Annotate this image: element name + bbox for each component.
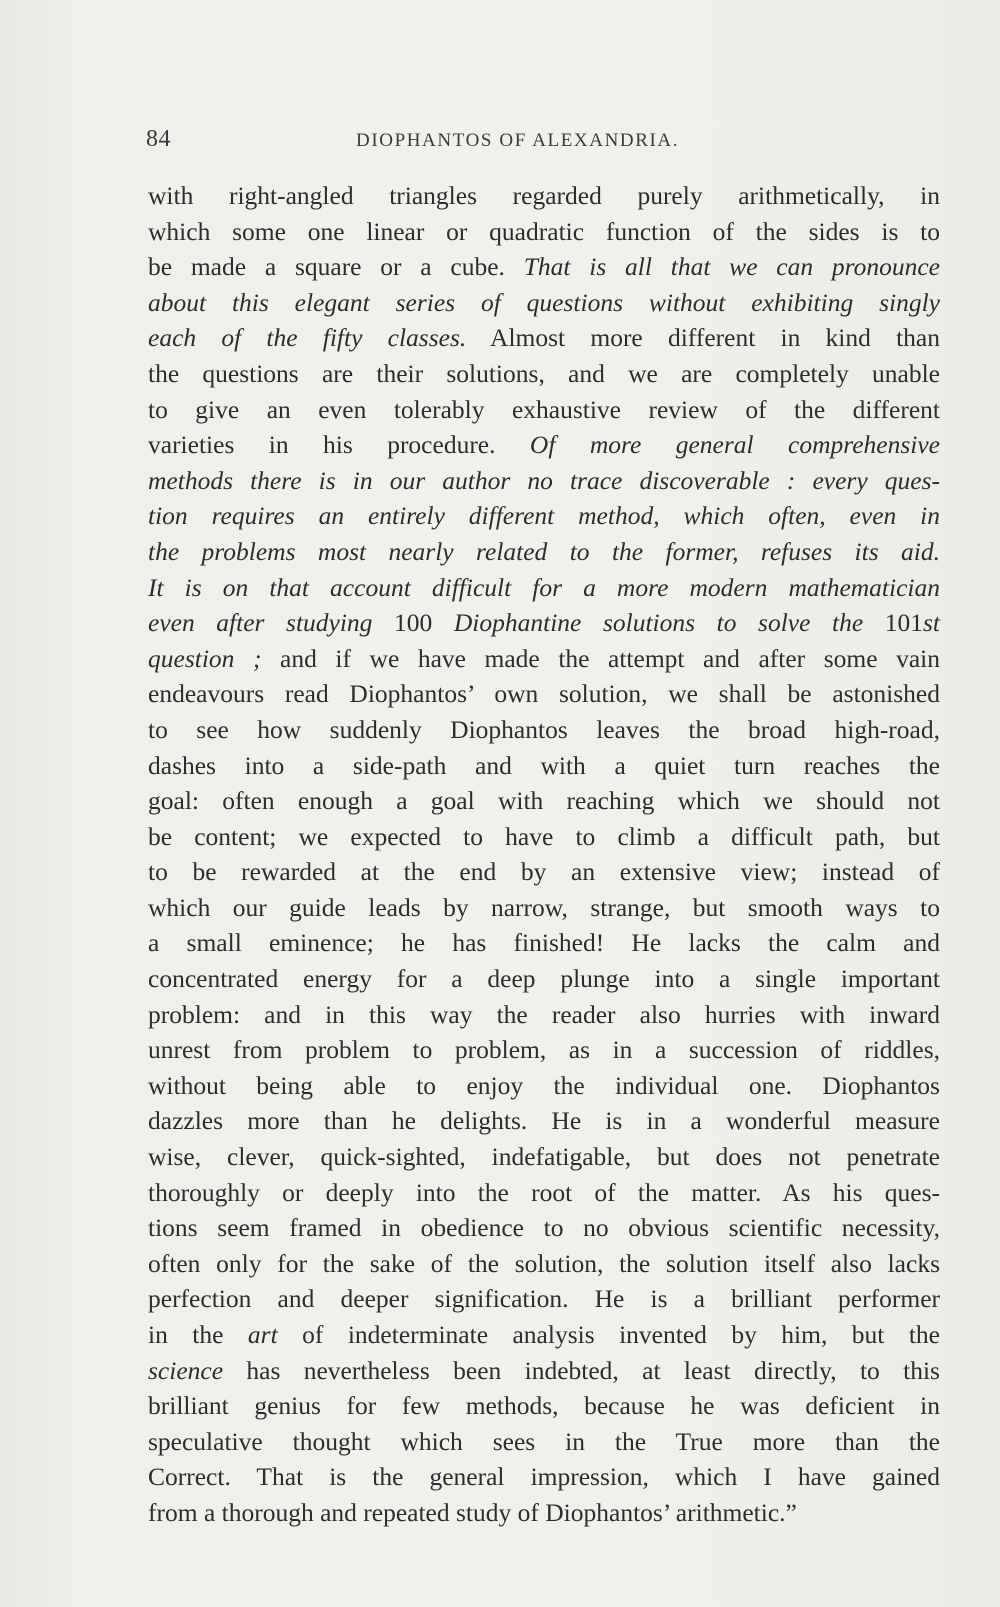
text-run: to give an even tolerably exhaustive review of the different [148,394,940,424]
italic-text-run: the problems most nearly related to the former, refuses its aid. [148,536,940,566]
text-run: concentrated energy for a deep plunge into a single important [148,964,940,994]
body-text [148,178,940,1531]
text-run: thoroughly or deeply into the root of the matter. As his ques- [148,1177,940,1207]
text-run: goal: often enough a goal with reaching which we should not [148,786,940,816]
text-line [148,605,940,641]
text-line [148,498,940,534]
text-line [148,214,940,250]
text-line [148,1246,940,1282]
text-run: Correct. That is the general impression, which I have gained [148,1462,940,1492]
text-run: dazzles more than he delights. He is in a wonderful measure [148,1106,940,1136]
text-line [148,320,940,356]
italic-text-run: st [923,608,941,638]
text-line [148,1459,940,1495]
text-run: tions seem framed in obedience to no obvious scientific necessity, [148,1213,940,1243]
text-line [148,1210,940,1246]
text-line [148,1495,940,1531]
text-run: often only for the sake of the solution, the solution itself also lacks [148,1248,940,1278]
italic-text-run: each of the fifty classes. [148,323,467,353]
text-line [148,1068,940,1104]
text-line [148,392,940,428]
text-run: Almost more different in kind than [466,323,940,353]
text-run: 100 [394,608,454,638]
text-run: in the [148,1320,248,1349]
text-run: dashes into a side-path and with a quiet turn reaches the [148,750,940,780]
italic-text-run: question ; [148,643,262,673]
text-line [148,1317,940,1353]
text-line [148,1103,940,1139]
text-line [148,1175,940,1211]
text-line [148,534,940,570]
italic-text-run: Diophantine solutions to solve the [453,608,885,638]
text-run: 101 [884,608,923,638]
text-line [148,783,940,819]
text-run: be content; we expected to have to climb a difficult path, but [148,821,940,851]
text-run: unrest from problem to problem, as in a succession of riddles, [148,1035,940,1065]
text-line [148,249,940,285]
italic-text-run: That is all that we can pronounce [523,252,941,282]
text-line [148,712,940,748]
text-run: brilliant genius for few methods, because he was deficient in [148,1391,940,1421]
italic-text-run: about this elegant series of questions without exhibiting singly [148,287,940,317]
text-line [148,854,940,890]
text-run: to be rewarded at the end by an extensive view; instead of [148,857,940,887]
text-line [148,925,940,961]
text-line [148,961,940,997]
text-run: with right-angled triangles regarded purely arithmetically, in [148,181,940,210]
text-line [148,570,940,606]
text-run: of indeterminate analysis invented by him, but the [277,1320,940,1349]
text-run: has nevertheless been indebted, at least directly, to this [223,1355,940,1385]
text-line [148,890,940,926]
text-line [148,676,940,712]
text-line [148,178,940,214]
text-run: endeavours read Diophantos’ own solution, we shall be astonished [148,679,940,709]
text-line [148,1139,940,1175]
text-line [148,641,940,677]
text-line [148,1353,940,1389]
text-run: perfection and deeper signification. He is a brilliant performer [148,1284,940,1314]
text-line [148,427,940,463]
italic-text-run: art [247,1320,278,1349]
italic-text-run: It is on that account difficult for a more modern mathematician [148,572,940,602]
italic-text-run: methods there is in our author no trace discoverable : every ques- [148,465,940,495]
page-number: 84 [146,126,171,152]
text-run: and if we have made the attempt and after some vain [261,643,940,673]
text-run: problem: and in this way the reader also hurries with inward [148,999,940,1029]
text-line [148,463,940,499]
text-run: varieties in his procedure. [148,430,530,460]
italic-text-run: tion requires an entirely different method, which often, even in [148,501,940,531]
text-line [148,1281,940,1317]
text-run: the questions are their solutions, and we are completely unable [148,358,940,388]
text-run: a small eminence; he has finished! He lacks the calm and [148,928,940,958]
text-run: wise, clever, quick-sighted, indefatigable, but does not penetrate [148,1142,940,1172]
text-run: speculative thought which sees in the True more than the [148,1426,940,1456]
text-line [148,819,940,855]
italic-text-run: even after studying [148,608,395,638]
page-header [146,126,936,160]
text-line [148,748,940,784]
text-run: from a thorough and repeated study of Diophantos’ arithmetic.” [148,1497,797,1527]
running-head: DIOPHANTOS OF ALEXANDRIA. [356,130,680,151]
italic-text-run: science [148,1355,224,1385]
text-line [148,285,940,321]
text-line [148,356,940,392]
text-run: which our guide leads by narrow, strange, but smooth ways to [148,892,940,922]
text-run: be made a square or a cube. [148,252,524,282]
text-line [148,1388,940,1424]
italic-text-run: Of more general comprehensive [529,430,940,460]
text-line [148,1032,940,1068]
text-run: which some one linear or quadratic function of the sides is to [148,216,940,246]
text-line [148,1424,940,1460]
text-run: to see how suddenly Diophantos leaves the broad high-road, [148,714,940,744]
text-run: without being able to enjoy the individual one. Diophantos [148,1070,940,1100]
text-line [148,997,940,1033]
